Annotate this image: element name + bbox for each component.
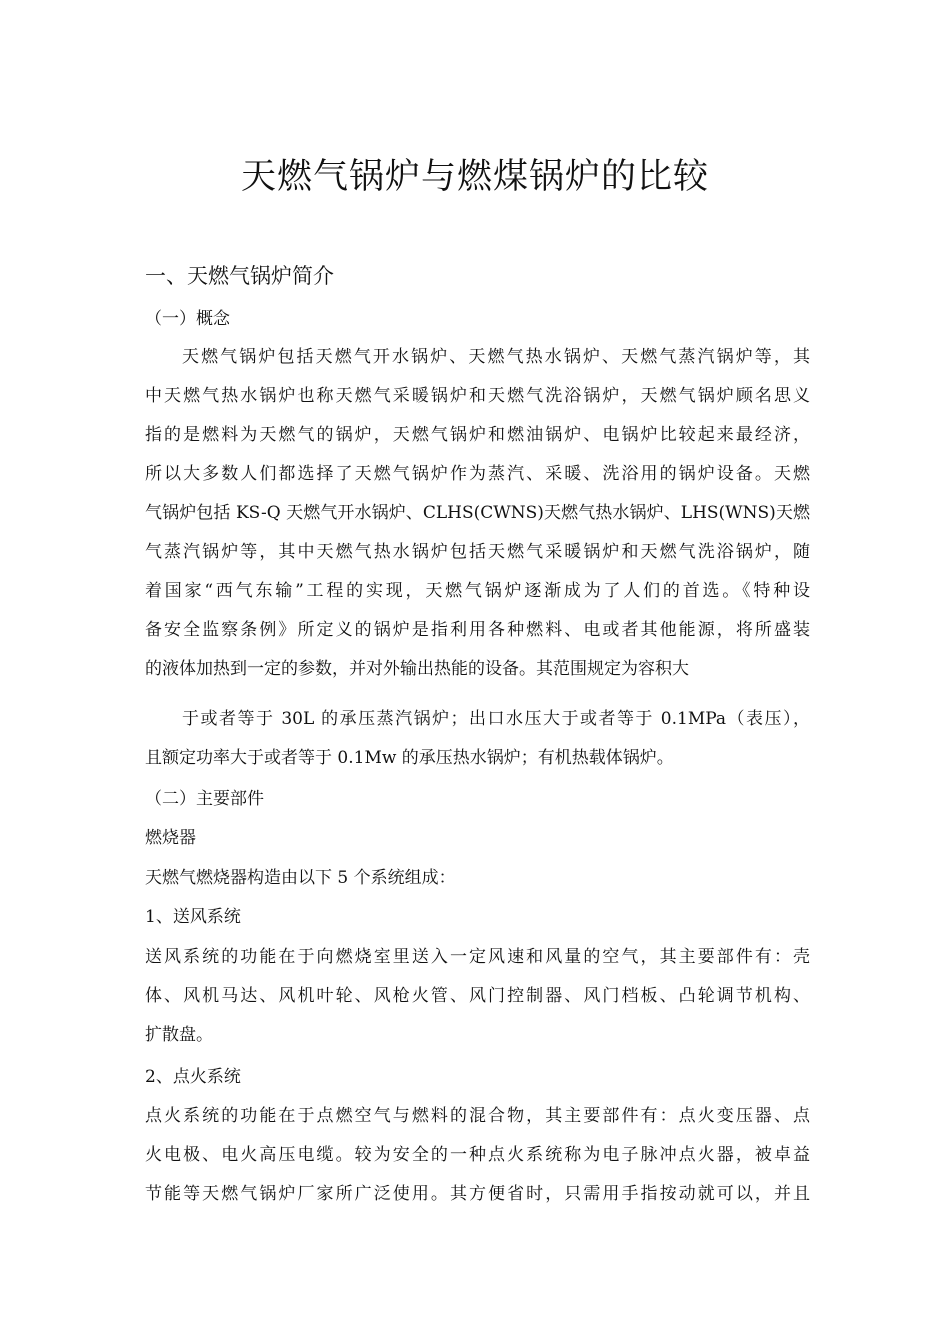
section-heading-intro: 一、天燃气锅炉简介 (145, 264, 334, 288)
document-title: 天燃气锅炉与燃煤锅炉的比较 (240, 157, 709, 197)
paragraph-line: 的液体加热到一定的参数，并对外输出热能的设备。其范围规定为容积大 (145, 659, 689, 679)
paragraph-line: 于或者等于 30L 的承压蒸汽锅炉；出口水压大于或者等于 0.1MPa（表压）， (182, 709, 810, 729)
system-heading-ignition: 2、点火系统 (145, 1067, 241, 1087)
paragraph-line: 指的是燃料为天燃气的锅炉，天燃气锅炉和燃油锅炉、电锅炉比较起来最经济， (145, 425, 810, 445)
paragraph-line: 送风系统的功能在于向燃烧室里送入一定风速和风量的空气，其主要部件有：壳 (145, 947, 810, 967)
subsection-heading-components: （二）主要部件 (145, 789, 264, 809)
paragraph-line: 点火系统的功能在于点燃空气与燃料的混合物，其主要部件有：点火变压器、点 (145, 1106, 810, 1126)
subsection-heading-concept: （一）概念 (145, 309, 230, 329)
paragraph-line: 天燃气锅炉包括天燃气开水锅炉、天燃气热水锅炉、天燃气蒸汽锅炉等，其 (182, 347, 810, 367)
paragraph-line: 节能等天燃气锅炉厂家所广泛使用。其方便省时，只需用手指按动就可以，并且 (145, 1184, 810, 1204)
paragraph-line: 火电极、电火高压电缆。较为安全的一种点火系统称为电子脉冲点火器，被卓益 (145, 1145, 810, 1165)
paragraph-line: 中天燃气热水锅炉也称天燃气采暖锅炉和天燃气洗浴锅炉，天燃气锅炉顾名思义 (145, 386, 810, 406)
burner-heading: 燃烧器 (145, 828, 196, 848)
paragraph-line: 备安全监察条例》所定义的锅炉是指利用各种燃料、电或者其他能源，将所盛装 (145, 620, 810, 640)
paragraph-line: 扩散盘。 (145, 1025, 213, 1045)
burner-intro: 天燃气燃烧器构造由以下 5 个系统组成： (145, 868, 456, 888)
paragraph-line: 所以大多数人们都选择了天燃气锅炉作为蒸汽、采暖、洗浴用的锅炉设备。天燃 (145, 464, 810, 484)
paragraph-line: 着国家“西气东输”工程的实现，天燃气锅炉逐渐成为了人们的首选。《特种设 (145, 581, 810, 601)
paragraph-line: 体、风机马达、风机叶轮、风枪火管、风门控制器、风门档板、凸轮调节机构、 (145, 986, 810, 1006)
system-heading-air-supply: 1、送风系统 (145, 907, 241, 927)
paragraph-line: 气锅炉包括 KS-Q 天燃气开水锅炉、CLHS(CWNS)天燃气热水锅炉、LHS(WNS)天燃 (145, 503, 810, 523)
paragraph-line: 气蒸汽锅炉等，其中天燃气热水锅炉包括天燃气采暖锅炉和天燃气洗浴锅炉，随 (145, 542, 810, 562)
paragraph-line: 且额定功率大于或者等于 0.1Mw 的承压热水锅炉；有机热载体锅炉。 (145, 748, 674, 768)
